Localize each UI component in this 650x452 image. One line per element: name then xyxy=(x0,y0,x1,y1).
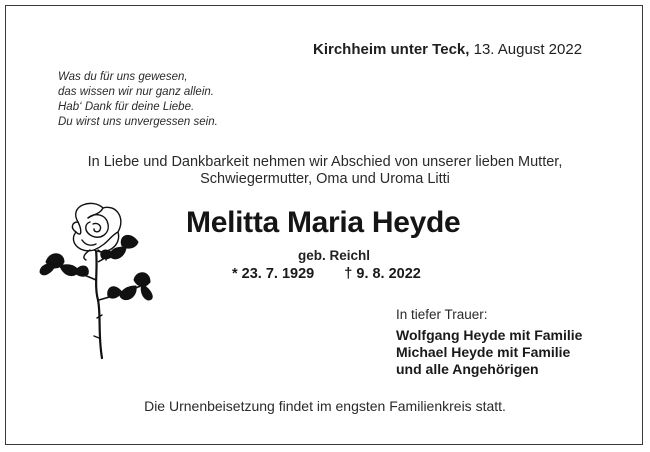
intro-line: Schwiegermutter, Oma und Uroma Litti xyxy=(200,171,450,187)
place-date-line xyxy=(313,41,582,58)
rose-icon xyxy=(38,200,158,370)
deceased-name: Melitta Maria Heyde xyxy=(186,206,461,239)
poem-line: Du wirst uns unvergessen sein. xyxy=(58,116,218,128)
mourner-entry: und alle Angehörigen xyxy=(396,361,539,377)
place-text: Kirchheim unter Teck, xyxy=(313,41,470,58)
intro-line: In Liebe und Dankbarkeit nehmen wir Abschied von unserer lieben Mutter, xyxy=(87,154,563,170)
life-dates xyxy=(232,266,421,282)
intro-text xyxy=(0,154,650,188)
death-date: † 9. 8. 2022 xyxy=(344,266,421,282)
maiden-name: geb. Reichl xyxy=(297,248,370,263)
poem-line: Hab‘ Dank für deine Liebe. xyxy=(58,101,195,113)
mourners-list xyxy=(396,327,582,378)
poem-line: Was du für uns gewesen, xyxy=(58,71,188,83)
poem-verse xyxy=(58,70,218,130)
date-text: 13. August 2022 xyxy=(473,41,583,58)
funeral-note: Die Urnenbeisetzung findet im engsten Familienkreis statt. xyxy=(144,398,506,414)
mourner-entry: Wolfgang Heyde mit Familie xyxy=(396,327,583,343)
poem-line: das wissen wir nur ganz allein. xyxy=(58,86,214,98)
mourner-entry: Michael Heyde mit Familie xyxy=(396,344,571,360)
birth-date: * 23. 7. 1929 xyxy=(232,266,315,282)
mourning-label: In tiefer Trauer: xyxy=(396,307,488,322)
